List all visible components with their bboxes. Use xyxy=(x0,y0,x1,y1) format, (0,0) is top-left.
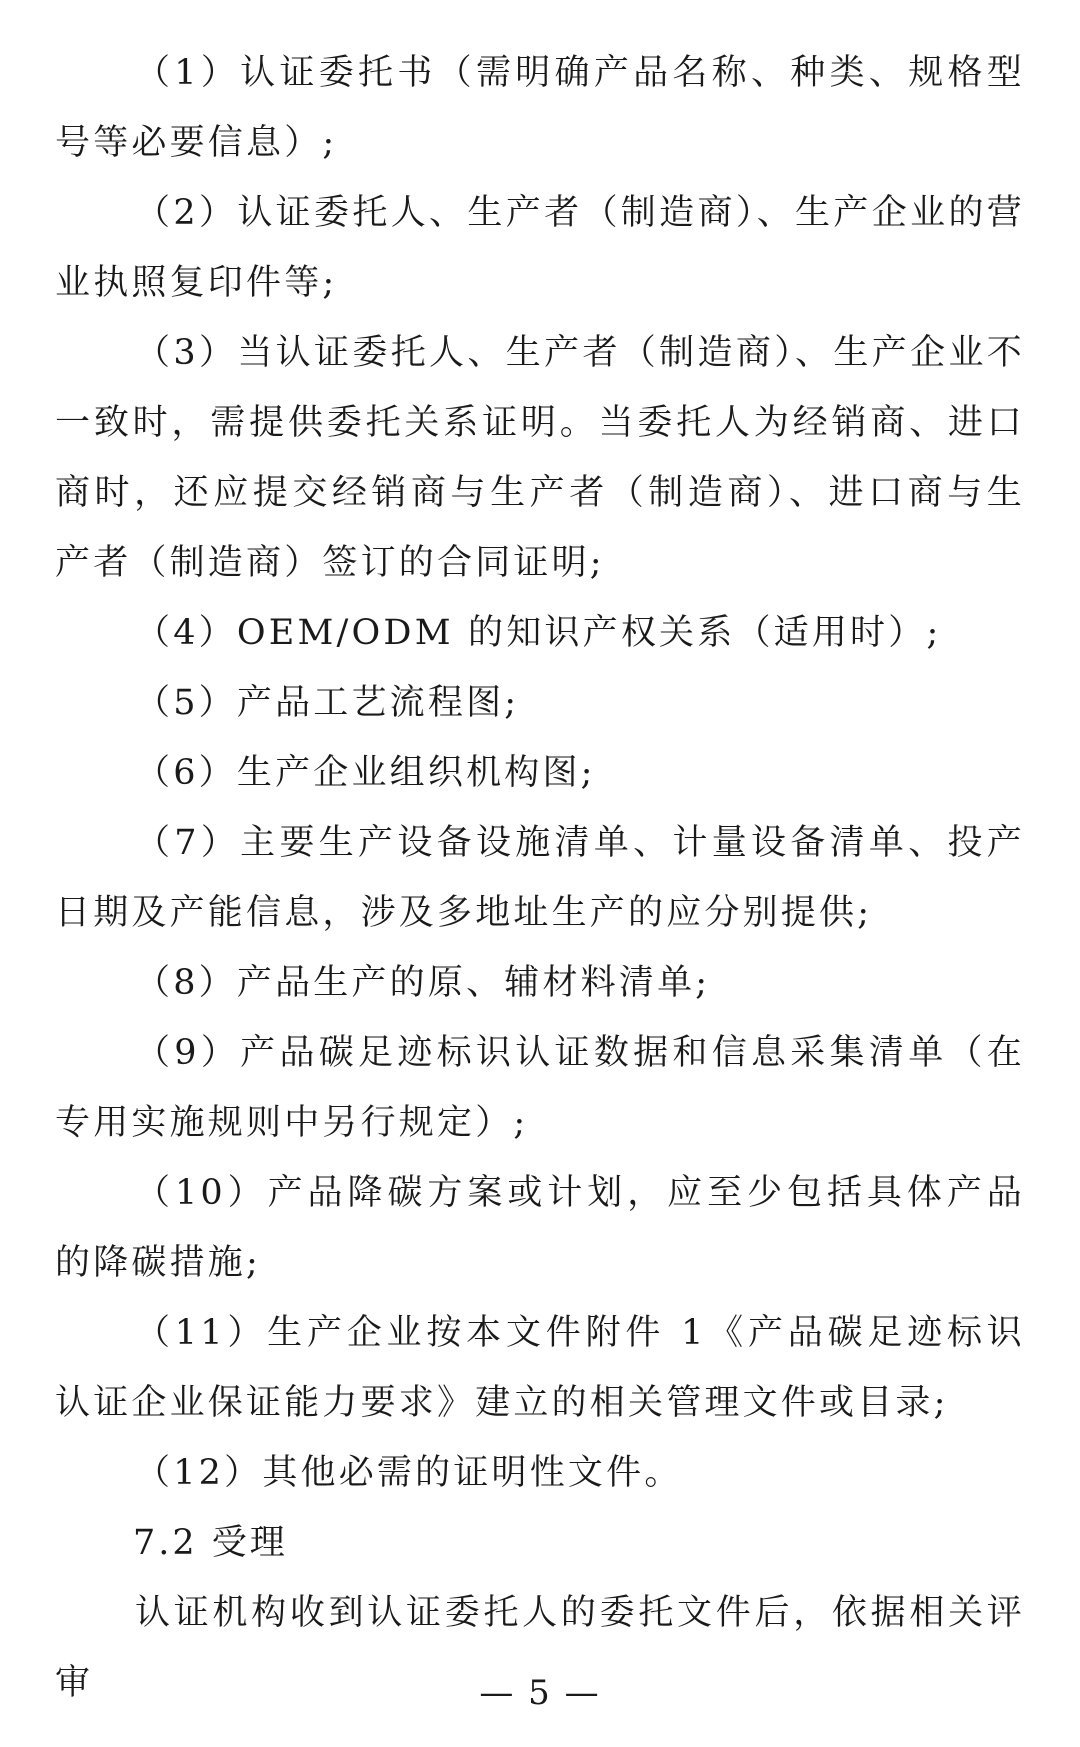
list-item-11: （11）生产企业按本文件附件 1《产品碳足迹标识认证企业保证能力要求》建立的相关管理文件或目录; xyxy=(55,1313,1025,1423)
list-item-5: （5）产品工艺流程图; xyxy=(135,683,520,723)
list-item-1: （1）认证委托书（需明确产品名称、种类、规格型号等必要信息）; xyxy=(55,53,1025,163)
section-text: 认证机构收到认证委托人的委托文件后，依据相关评审 xyxy=(55,1593,1025,1703)
section-heading: 7.2 受理 xyxy=(133,1523,288,1563)
document-body xyxy=(55,38,1025,1718)
list-item-9: （9）产品碳足迹标识认证数据和信息采集清单（在专用实施规则中另行规定）; xyxy=(55,1033,1025,1143)
list-item-10: （10）产品降碳方案或计划，应至少包括具体产品的降碳措施; xyxy=(55,1173,1025,1283)
list-item-12: （12）其他必需的证明性文件。 xyxy=(135,1453,683,1493)
list-item-6: （6）生产企业组织机构图; xyxy=(135,753,596,793)
page-number: — 5 — xyxy=(479,1673,601,1713)
list-item-4: （4）OEM/ODM 的知识产权关系（适用时）; xyxy=(135,613,942,653)
list-item-3: （3）当认证委托人、生产者（制造商）、生产企业不一致时，需提供委托关系证明。当委托人为经销商、进口商时，还应提交经销商与生产者（制造商）、进口商与生产者（制造商）签订的合同证明; xyxy=(55,333,1025,583)
list-item-8: （8）产品生产的原、辅材料清单; xyxy=(135,963,711,1003)
list-item-7: （7）主要生产设备设施清单、计量设备清单、投产日期及产能信息，涉及多地址生产的应分别提供; xyxy=(55,823,1025,933)
list-item-2: （2）认证委托人、生产者（制造商）、生产企业的营业执照复印件等; xyxy=(55,193,1025,303)
